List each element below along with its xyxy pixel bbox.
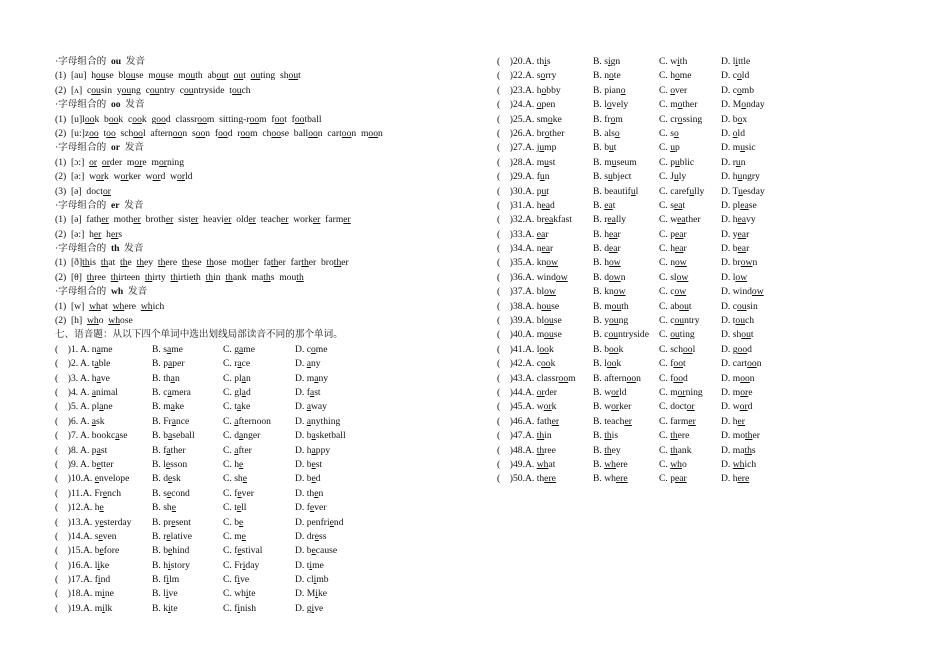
question-option-d: D. bear [721, 243, 750, 255]
question-row [55, 516, 470, 530]
question-option-d: D. which [721, 458, 757, 470]
question-row [497, 444, 907, 458]
question-row [55, 415, 470, 429]
question-option-c: C. farmer [659, 415, 696, 427]
question-option-c: C. hear [659, 243, 687, 255]
phonics-line: (2) [ə:] work worker word world [55, 171, 193, 183]
question-option-a: ( )38.A. house [497, 300, 560, 312]
question-option-c: C. there [659, 430, 690, 442]
question-row [55, 602, 470, 616]
question-option-c: C. about [659, 300, 692, 312]
question-option-d: D. old [721, 127, 745, 139]
question-option-b: B. hear [593, 228, 621, 240]
question-option-a: ( )34.A. near [497, 243, 554, 255]
question-option-b: B. also [593, 127, 620, 139]
question-row [497, 328, 907, 342]
question-option-b: B. young [593, 315, 629, 327]
question-option-b: B. how [593, 257, 621, 269]
question-option-d: D. then [295, 487, 324, 499]
question-row [497, 400, 907, 414]
question-option-b: B. France [152, 415, 190, 427]
question-option-a: ( )35.A. know [497, 257, 559, 269]
question-row [497, 415, 907, 429]
question-option-a: ( )45.A. work [497, 401, 557, 413]
question-option-c: C. carefully [659, 185, 705, 197]
question-option-a: ( )23.A. hobby [497, 84, 561, 96]
question-option-a: ( )22.A. sorry [497, 70, 557, 82]
question-row [55, 544, 470, 558]
question-option-c: C. he [223, 458, 244, 470]
question-option-c: C. with [659, 56, 688, 67]
question-option-d: D. anything [295, 415, 341, 427]
question-row [497, 271, 907, 285]
question-option-d: D. because [295, 545, 338, 557]
question-row [497, 228, 907, 242]
question-option-b: B. worker [593, 401, 632, 413]
question-option-d: D. low [721, 271, 748, 283]
question-option-a: ( )26.A. brother [497, 127, 565, 139]
question-option-b: B. desk [152, 473, 181, 485]
question-option-c: C. festival [223, 545, 263, 557]
question-option-a: ( )36.A. window [497, 271, 568, 283]
question-option-c: C. foot [659, 358, 686, 370]
question-option-a: ( )37.A. blow [497, 286, 556, 298]
question-option-d: D. here [721, 473, 750, 485]
question-option-c: C. race [223, 358, 251, 370]
question-option-d: D. climb [295, 574, 329, 586]
question-row [497, 386, 907, 400]
question-option-b: B. where [593, 458, 628, 470]
question-option-c: C. public [659, 156, 695, 168]
question-option-b: B. baseball [152, 430, 195, 442]
question-row [497, 372, 907, 386]
question-option-b: B. countryside [593, 329, 649, 341]
question-option-d: D. penfriend [295, 516, 344, 528]
question-option-b: B. behind [152, 545, 190, 557]
question-option-a: ( )18.A. mine [55, 588, 114, 600]
question-option-a: ( )25.A. smoke [497, 113, 562, 125]
question-option-d: D. touch [721, 315, 755, 327]
question-option-d: D. word [721, 401, 753, 413]
question-option-c: C. over [659, 84, 688, 96]
question-option-b: B. they [593, 444, 621, 456]
question-option-d: D. her [721, 415, 745, 427]
question-option-c: C. glad [223, 386, 251, 398]
question-option-a: ( )14.A. seven [55, 530, 117, 542]
question-option-b: B. piano [593, 84, 626, 96]
question-row [55, 559, 470, 573]
question-option-b: B. down [593, 271, 626, 283]
question-option-b: B. second [152, 487, 190, 499]
question-option-c: C. mother [659, 99, 698, 111]
question-option-b: B. where [593, 473, 628, 485]
question-option-d: D. Mike [295, 588, 327, 600]
question-option-b: B. make [152, 401, 184, 413]
question-option-d: D. fever [295, 502, 327, 514]
question-row [55, 472, 470, 486]
question-option-a: ( )4. A. animal [55, 386, 118, 398]
question-option-b: B. lesson [152, 458, 188, 470]
question-option-d: D. any [295, 358, 321, 370]
question-option-d: D. run [721, 156, 746, 168]
question-option-a: ( )24.A. open [497, 99, 556, 111]
question-option-a: ( )12.A. he [55, 502, 104, 514]
question-row [497, 84, 907, 98]
question-option-c: C. tell [223, 502, 247, 514]
question-option-a: ( )49.A. what [497, 458, 556, 470]
question-option-c: C. afternoon [223, 415, 271, 427]
question-option-b: B. book [593, 343, 624, 355]
phonics-line: (1) [w] what where which [55, 300, 165, 312]
question-row [497, 357, 907, 371]
question-option-a: ( )11.A. French [55, 487, 121, 499]
question-option-a: ( )28.A. must [497, 156, 556, 168]
question-option-b: B. world [593, 386, 627, 398]
question-option-d: D. window [721, 286, 764, 298]
question-option-c: C. five [223, 574, 250, 586]
question-option-b: B. paper [152, 358, 185, 370]
question-option-d: D. Tuesday [721, 185, 765, 197]
question-option-c: C. school [659, 343, 696, 355]
question-option-d: D. bed [295, 473, 321, 485]
question-option-c: C. food [659, 372, 688, 384]
phonics-line: ·字母组合的 ou 发音 [55, 56, 146, 67]
question-option-c: C. Friday [223, 559, 260, 571]
question-row [55, 487, 470, 501]
question-option-a: ( )30.A. put [497, 185, 549, 197]
question-row [55, 343, 470, 357]
question-row [55, 587, 470, 601]
question-option-c: C. pear [659, 473, 687, 485]
question-option-c: C. take [223, 401, 251, 413]
question-option-a: ( )19.A. milk [55, 602, 113, 614]
question-option-c: C. plan [223, 372, 251, 384]
question-option-d: D. cartoon [721, 358, 762, 370]
question-option-d: D. mother [721, 430, 760, 442]
question-option-b: B. relative [152, 530, 192, 542]
question-option-a: ( )31.A. head [497, 199, 555, 211]
question-option-a: ( )3. A. have [55, 372, 110, 384]
question-option-a: ( )5. A. plane [55, 401, 113, 413]
question-option-a: ( )40.A. mouse [497, 329, 562, 341]
question-option-d: D. box [721, 113, 748, 125]
question-option-d: D. little [721, 56, 751, 67]
question-option-b: B. dear [593, 243, 621, 255]
question-row [497, 98, 907, 112]
phonics-line: ·字母组合的 or 发音 [55, 142, 145, 154]
question-row [497, 300, 907, 314]
question-option-d: D. give [295, 602, 324, 614]
question-option-c: C. thank [659, 444, 692, 456]
question-option-a: ( )32.A. breakfast [497, 214, 572, 226]
question-option-d: D. Monday [721, 99, 765, 111]
phonics-line: (3) [ə] doctor [55, 185, 111, 197]
phonics-rules [55, 55, 470, 328]
left-column [55, 55, 470, 616]
question-option-c: C. finish [223, 602, 257, 614]
question-row [55, 386, 470, 400]
question-option-d: D. away [295, 401, 327, 413]
phonics-line: (2) [θ] three thirteen thirty thirtieth thin thank maths mouth [55, 271, 304, 283]
question-option-a: ( )50.A. there [497, 473, 556, 485]
question-option-d: D. shout [721, 329, 754, 341]
question-option-a: ( )27.A. jump [497, 142, 557, 154]
question-option-a: ( )13.A. yesterday [55, 516, 132, 528]
question-option-b: B. father [152, 444, 186, 456]
question-option-d: D. brown [721, 257, 758, 269]
question-option-a: ( )9. A. better [55, 458, 114, 470]
question-option-d: D. come [295, 343, 328, 355]
question-row [497, 213, 907, 227]
question-option-b: B. really [593, 214, 627, 226]
right-column [497, 55, 907, 487]
question-option-d: D. music [721, 142, 756, 154]
question-option-a: ( )29.A. fun [497, 171, 550, 183]
phonics-line: (1) [ə] father mother brother sister heavier older teacher worker farmer [55, 214, 351, 226]
question-option-d: D. comb [721, 84, 755, 96]
question-option-b: B. live [152, 588, 178, 600]
question-row [55, 501, 470, 515]
question-option-a: ( )42.A. cook [497, 358, 556, 370]
question-option-b: B. mouth [593, 300, 629, 312]
question-option-b: B. this [593, 430, 619, 442]
question-option-b: B. afternoon [593, 372, 641, 384]
question-option-d: D. dress [295, 530, 327, 542]
question-option-c: C. me [223, 530, 246, 542]
question-row [497, 156, 907, 170]
question-row [497, 429, 907, 443]
question-option-d: D. cold [721, 70, 750, 82]
phonics-line: (1) [u]look book cook good classroom sitting-room foot football [55, 113, 322, 125]
question-option-a: ( )16.A. like [55, 559, 110, 571]
question-option-a: ( )46.A. father [497, 415, 560, 427]
question-row [497, 458, 907, 472]
question-option-b: B. present [152, 516, 191, 528]
question-option-c: C. morning [659, 386, 703, 398]
question-option-b: B. beautiful [593, 185, 639, 197]
question-row [497, 472, 907, 486]
question-option-b: B. from [593, 113, 623, 125]
question-row [497, 69, 907, 83]
question-option-a: ( )1. A. name [55, 343, 113, 355]
question-option-c: C. cow [659, 286, 687, 298]
question-option-c: C. pear [659, 228, 687, 240]
question-option-d: D. hungry [721, 171, 760, 183]
question-option-a: ( )44.A. order [497, 386, 557, 398]
question-option-d: D. fast [295, 386, 321, 398]
question-option-a: ( )48.A. three [497, 444, 556, 456]
question-option-a: ( )43.A. classroom [497, 372, 576, 384]
question-option-d: D. year [721, 228, 750, 240]
question-option-b: B. kite [152, 602, 178, 614]
phonics-line: (1) [au] house blouse mouse mouth about out outing shout [55, 70, 301, 82]
question-option-b: B. eat [593, 199, 616, 211]
question-option-c: C. seat [659, 199, 686, 211]
question-option-c: C. who [659, 458, 687, 470]
question-option-d: D. good [721, 343, 752, 355]
phonics-line: (2) [h] who whose [55, 315, 133, 327]
question-option-c: C. country [659, 315, 700, 327]
question-option-c: C. doctor [659, 401, 695, 413]
question-option-b: B. sign [593, 56, 621, 67]
question-option-a: ( )10.A. envelope [55, 473, 130, 485]
question-option-c: C. she [223, 473, 247, 485]
question-option-d: D. best [295, 458, 323, 470]
question-option-a: ( )8. A. past [55, 444, 108, 456]
question-option-a: ( )41.A. look [497, 343, 554, 355]
question-option-b: B. history [152, 559, 190, 571]
phonics-line: ·字母组合的 oo 发音 [55, 99, 145, 111]
question-option-c: C. danger [223, 430, 261, 442]
question-option-a: ( )2. A. table [55, 358, 111, 370]
question-option-a: ( )33.A. ear [497, 228, 549, 240]
question-option-c: C. be [223, 516, 244, 528]
question-row [497, 242, 907, 256]
question-option-b: B. she [152, 502, 176, 514]
question-row [55, 444, 470, 458]
phonics-line: (1) [ɔ:] or order more morning [55, 156, 184, 168]
question-option-a: ( )47.A. thin [497, 430, 552, 442]
question-option-d: D. basketball [295, 430, 346, 442]
question-option-d: D. cousin [721, 300, 758, 312]
question-row [55, 530, 470, 544]
phonics-line: ·字母组合的 wh 发音 [55, 286, 148, 298]
question-option-c: C. fever [223, 487, 254, 499]
question-option-b: B. camera [152, 386, 191, 398]
question-option-b: B. look [593, 358, 622, 370]
question-option-b: B. museum [593, 156, 637, 168]
question-option-c: C. up [659, 142, 680, 154]
question-option-b: B. film [152, 574, 180, 586]
question-option-b: B. teacher [593, 415, 632, 427]
question-option-c: C. crossing [659, 113, 703, 125]
question-option-d: D. more [721, 386, 753, 398]
phonics-line: (2) [ʌ] cousin young country countryside touch [55, 84, 251, 96]
question-row [497, 285, 907, 299]
question-row [497, 141, 907, 155]
question-option-a: ( )7. A. bookcase [55, 430, 128, 442]
question-option-d: D. time [295, 559, 324, 571]
phonics-line: ·字母组合的 er 发音 [55, 199, 144, 211]
question-list-right [497, 55, 907, 487]
question-option-c: C. game [223, 343, 255, 355]
question-row [55, 573, 470, 587]
question-option-c: C. now [659, 257, 687, 269]
question-row [497, 199, 907, 213]
question-row [55, 458, 470, 472]
question-option-c: C. so [659, 127, 679, 139]
question-row [497, 170, 907, 184]
question-option-a: ( )6. A. ask [55, 415, 105, 427]
question-row [55, 357, 470, 371]
question-option-c: C. white [223, 588, 256, 600]
phonics-line: (2) [ə:] her hers [55, 228, 123, 240]
question-row [55, 400, 470, 414]
question-option-c: C. home [659, 70, 692, 82]
question-option-d: D. please [721, 199, 757, 211]
question-option-d: D. maths [721, 444, 756, 456]
question-option-c: C. after [223, 444, 252, 456]
question-option-c: C. weather [659, 214, 701, 226]
question-option-b: B. note [593, 70, 621, 82]
question-row [497, 343, 907, 357]
question-option-b: B. but [593, 142, 617, 154]
question-row [497, 185, 907, 199]
question-option-d: D. moon [721, 372, 755, 384]
question-row [497, 314, 907, 328]
question-option-b: B. lovely [593, 99, 629, 111]
question-option-c: C. outing [659, 329, 695, 341]
question-option-a: ( )15.A. before [55, 545, 120, 557]
question-row [55, 429, 470, 443]
question-option-b: B. same [152, 343, 183, 355]
question-row [497, 55, 907, 69]
question-row [497, 113, 907, 127]
question-option-b: B. know [593, 286, 626, 298]
question-row [497, 127, 907, 141]
question-option-a: ( )17.A. find [55, 574, 111, 586]
question-list-left [55, 343, 470, 616]
question-option-a: ( )39.A. blouse [497, 315, 562, 327]
question-option-d: D. many [295, 372, 329, 384]
question-row [497, 256, 907, 270]
phonics-line: (2) [u:]zoo too school afternoon soon food room choose balloon cartoon moon [55, 127, 383, 139]
section-title: 七、语音题：从以下四个单词中选出划线局部读音不同的那个单词。 [55, 329, 343, 341]
question-option-a: ( )20.A. this [497, 56, 551, 67]
question-option-c: C. July [659, 171, 687, 183]
phonics-line: ·字母组合的 th 发音 [55, 243, 144, 255]
question-row [55, 372, 470, 386]
question-option-b: B. subject [593, 171, 632, 183]
question-option-d: D. heavy [721, 214, 756, 226]
question-option-c: C. slow [659, 271, 689, 283]
question-option-b: B. than [152, 372, 180, 384]
question-option-d: D. happy [295, 444, 331, 456]
phonics-line: (1) [ð]this that the they there these those mother father farther brother [55, 257, 349, 269]
